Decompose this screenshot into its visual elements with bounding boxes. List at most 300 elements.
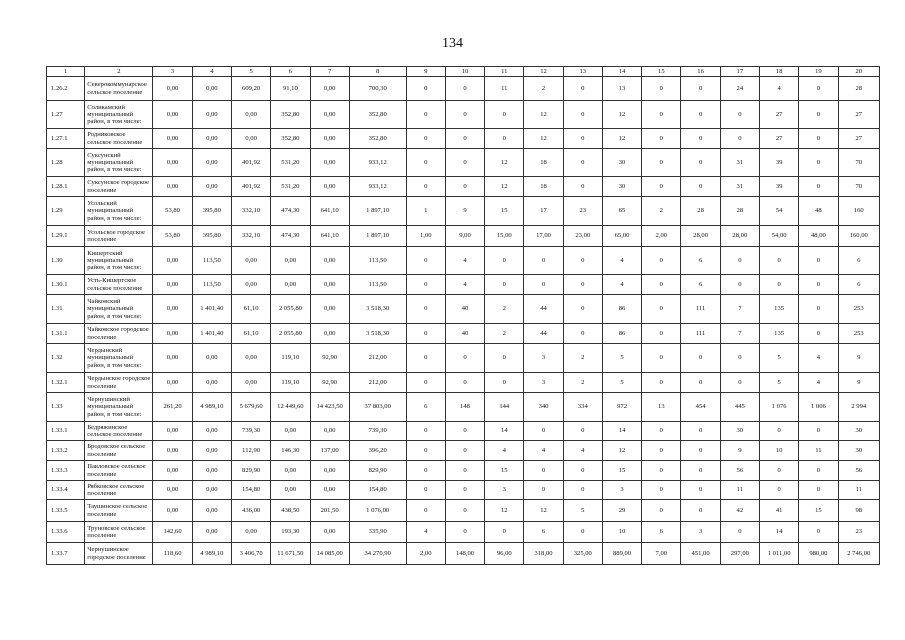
value-cell: 972 [602,393,641,422]
table-row [47,177,880,197]
value-cell: 9,00 [445,226,484,247]
value-cell: 1,00 [406,226,445,247]
value-cell: 395,80 [192,197,231,226]
row-code-cell: 1.27 [47,101,85,129]
value-cell: 13 [602,77,641,101]
table-row [47,422,880,441]
value-cell: 1 401,40 [192,295,231,324]
value-cell: 0 [681,129,720,149]
value-cell: 396,20 [349,441,406,461]
value-cell: 27 [838,129,879,149]
value-cell: 0,00 [153,101,192,129]
value-cell: 27 [838,101,879,129]
municipality-name-cell: Усть-Кишертское сельское поселение [85,275,153,295]
value-cell: 0,00 [153,324,192,344]
value-cell: 91,10 [271,77,310,101]
value-cell: 0 [720,522,759,543]
value-cell: 0 [445,461,484,481]
value-cell: 0 [799,324,838,344]
row-code-cell: 1.33.6 [47,522,85,543]
table-row [47,129,880,149]
value-cell: 352,80 [271,101,310,129]
value-cell: 113,50 [349,247,406,275]
value-cell: 933,12 [349,177,406,197]
data-table [46,66,880,565]
value-cell: 12 [485,177,524,197]
value-cell: 0 [759,275,798,295]
value-cell: 92,90 [310,344,349,373]
value-cell: 2 994 [838,393,879,422]
value-cell: 7 [720,324,759,344]
value-cell: 0,00 [310,324,349,344]
value-cell: 0 [445,101,484,129]
value-cell: 6 [524,522,563,543]
value-cell: 148 [445,393,484,422]
column-number-header: 5 [231,67,270,77]
value-cell: 14 [759,522,798,543]
value-cell: 0 [563,149,602,177]
value-cell: 5 [602,344,641,373]
table-row [47,77,880,101]
value-cell: 40 [445,324,484,344]
value-cell: 30 [838,422,879,441]
value-cell: 12 [602,129,641,149]
value-cell: 0,00 [192,500,231,522]
value-cell: 0,00 [153,461,192,481]
column-number-header: 7 [310,67,349,77]
value-cell: 0 [799,295,838,324]
value-cell: 0 [720,129,759,149]
value-cell: 0 [445,129,484,149]
value-cell: 2 [642,197,681,226]
column-number-header: 20 [838,67,879,77]
value-cell: 2,00 [642,226,681,247]
table-row [47,500,880,522]
value-cell: 48,00 [799,226,838,247]
table-row [47,344,880,373]
value-cell: 0 [406,481,445,500]
value-cell: 14 085,00 [310,543,349,565]
value-cell: 0 [406,77,445,101]
value-cell: 352,80 [349,101,406,129]
value-cell: 30 [720,422,759,441]
value-cell: 0 [642,481,681,500]
value-cell: 0,00 [310,481,349,500]
column-number-header: 3 [153,67,192,77]
row-code-cell: 1.28 [47,149,85,177]
table-row [47,373,880,393]
column-number-header: 2 [85,67,153,77]
value-cell: 6 [406,393,445,422]
value-cell: 7,00 [642,543,681,565]
value-cell: 474,30 [271,226,310,247]
value-cell: 0,00 [231,344,270,373]
value-cell: 0 [485,344,524,373]
table-row [47,481,880,500]
value-cell: 0,00 [153,441,192,461]
value-cell: 0,00 [192,77,231,101]
value-cell: 0 [799,461,838,481]
row-code-cell: 1.33.4 [47,481,85,500]
value-cell: 0 [445,149,484,177]
value-cell: 70 [838,177,879,197]
value-cell: 0,00 [192,481,231,500]
value-cell: 0 [759,422,798,441]
value-cell: 0 [485,373,524,393]
value-cell: 0 [406,101,445,129]
value-cell: 0 [642,77,681,101]
row-code-cell: 1.28.1 [47,177,85,197]
value-cell: 4 [445,247,484,275]
value-cell: 14 423,50 [310,393,349,422]
value-cell: 0 [485,247,524,275]
value-cell: 212,00 [349,373,406,393]
value-cell: 4 [759,77,798,101]
column-number-header: 15 [642,67,681,77]
value-cell: 23 [563,197,602,226]
value-cell: 0,00 [271,275,310,295]
value-cell: 0,00 [310,461,349,481]
value-cell: 29 [602,500,641,522]
value-cell: 451,00 [681,543,720,565]
value-cell: 0 [642,441,681,461]
value-cell: 28,00 [681,226,720,247]
value-cell: 10 [602,522,641,543]
value-cell: 0,00 [310,129,349,149]
value-cell: 445 [720,393,759,422]
value-cell: 0 [720,101,759,129]
municipality-name-cell: Чернушинский муниципальный район, в том числе: [85,393,153,422]
column-number-row [47,67,880,77]
value-cell: 5 [563,500,602,522]
value-cell: 24 [720,77,759,101]
value-cell: 2 [563,344,602,373]
municipality-name-cell: Рябковское сельское поселение [85,481,153,500]
value-cell: 11 [485,77,524,101]
value-cell: 0,00 [310,295,349,324]
value-cell: 352,80 [349,129,406,149]
value-cell: 154,80 [231,481,270,500]
value-cell: 48 [799,197,838,226]
value-cell: 253 [838,295,879,324]
value-cell: 4 [406,522,445,543]
value-cell: 0 [406,295,445,324]
value-cell: 641,10 [310,226,349,247]
value-cell: 39 [759,177,798,197]
value-cell: 18 [524,177,563,197]
municipality-name-cell: Бедряжинское сельское поселение [85,422,153,441]
value-cell: 135 [759,295,798,324]
value-cell: 30 [838,441,879,461]
value-cell: 3 [524,373,563,393]
value-cell: 0 [759,461,798,481]
value-cell: 0 [681,500,720,522]
value-cell: 0 [642,324,681,344]
municipality-name-cell: Чердынский муниципальный район, в том числе: [85,344,153,373]
value-cell: 0,00 [310,77,349,101]
value-cell: 0 [524,275,563,295]
value-cell: 23,00 [563,226,602,247]
value-cell: 0,00 [231,275,270,295]
value-cell: 70 [838,149,879,177]
value-cell: 0 [563,422,602,441]
value-cell: 13 [642,393,681,422]
value-cell: 3 [602,481,641,500]
value-cell: 0,00 [271,247,310,275]
value-cell: 111 [681,324,720,344]
row-code-cell: 1.30 [47,247,85,275]
value-cell: 933,12 [349,149,406,177]
value-cell: 113,50 [349,275,406,295]
value-cell: 119,10 [271,344,310,373]
municipality-name-cell: Усольский муниципальный район, в том числе: [85,197,153,226]
value-cell: 829,90 [231,461,270,481]
value-cell: 9 [720,441,759,461]
municipality-name-cell: Суксунское городское поселение [85,177,153,197]
value-cell: 0 [406,149,445,177]
value-cell: 395,80 [192,226,231,247]
value-cell: 12 [602,101,641,129]
column-number-header: 9 [406,67,445,77]
value-cell: 11 [799,441,838,461]
value-cell: 0 [406,441,445,461]
value-cell: 0,00 [153,295,192,324]
value-cell: 0,00 [310,522,349,543]
row-code-cell: 1.33.7 [47,543,85,565]
value-cell: 0 [642,344,681,373]
value-cell: 12 [524,500,563,522]
value-cell: 0 [445,177,484,197]
value-cell: 0 [445,373,484,393]
value-cell: 0,00 [153,275,192,295]
value-cell: 0 [799,77,838,101]
value-cell: 401,92 [231,177,270,197]
value-cell: 0,00 [192,441,231,461]
value-cell: 0,00 [271,422,310,441]
value-cell: 0 [642,149,681,177]
value-cell: 4 [799,373,838,393]
value-cell: 0 [406,422,445,441]
value-cell: 0 [681,177,720,197]
table-row [47,101,880,129]
value-cell: 5 [759,373,798,393]
value-cell: 4 [602,247,641,275]
value-cell: 17,00 [524,226,563,247]
value-cell: 4 [485,441,524,461]
row-code-cell: 1.31.1 [47,324,85,344]
value-cell: 1 401,40 [192,324,231,344]
value-cell: 0,00 [310,422,349,441]
value-cell: 1 076,00 [349,500,406,522]
value-cell: 0 [720,275,759,295]
value-cell: 4 [524,441,563,461]
column-number-header: 8 [349,67,406,77]
value-cell: 0 [681,481,720,500]
column-number-header: 4 [192,67,231,77]
value-cell: 1 897,10 [349,226,406,247]
value-cell: 297,00 [720,543,759,565]
municipality-name-cell: Соликамский муниципальный район, в том числе: [85,101,153,129]
table-row [47,275,880,295]
value-cell: 0 [406,344,445,373]
value-cell: 92,90 [310,373,349,393]
value-cell: 2 055,80 [271,295,310,324]
value-cell: 137,00 [310,441,349,461]
value-cell: 0,00 [153,77,192,101]
value-cell: 0 [799,247,838,275]
column-number-header: 13 [563,67,602,77]
row-code-cell: 1.30.1 [47,275,85,295]
row-code-cell: 1.33.1 [47,422,85,441]
value-cell: 98 [838,500,879,522]
value-cell: 0 [799,275,838,295]
municipality-name-cell: Павловское сельское поселение [85,461,153,481]
value-cell: 10 [759,441,798,461]
value-cell: 980,00 [799,543,838,565]
value-cell: 829,90 [349,461,406,481]
value-cell: 15 [799,500,838,522]
value-cell: 0 [485,129,524,149]
value-cell: 0 [406,461,445,481]
value-cell: 0 [642,275,681,295]
value-cell: 0 [563,275,602,295]
value-cell: 332,10 [231,226,270,247]
value-cell: 0 [563,247,602,275]
value-cell: 0 [485,522,524,543]
value-cell: 15 [485,461,524,481]
value-cell: 0 [642,177,681,197]
value-cell: 352,80 [271,129,310,149]
value-cell: 401,92 [231,149,270,177]
row-code-cell: 1.33 [47,393,85,422]
value-cell: 54 [759,197,798,226]
value-cell: 335,90 [349,522,406,543]
value-cell: 0 [524,422,563,441]
value-cell: 44 [524,295,563,324]
value-cell: 0 [642,461,681,481]
value-cell: 0 [642,247,681,275]
value-cell: 3 518,30 [349,324,406,344]
value-cell: 27 [759,101,798,129]
row-code-cell: 1.31 [47,295,85,324]
value-cell: 0,00 [192,522,231,543]
value-cell: 0,00 [310,149,349,177]
value-cell: 14 [602,422,641,441]
value-cell: 12 [485,149,524,177]
value-cell: 0,00 [153,247,192,275]
value-cell: 0 [406,373,445,393]
value-cell: 0 [406,177,445,197]
municipality-name-cell: Бродовское сельское поселение [85,441,153,461]
value-cell: 454 [681,393,720,422]
value-cell: 0 [445,481,484,500]
column-number-header: 16 [681,67,720,77]
value-cell: 0,00 [153,500,192,522]
value-cell: 0 [563,129,602,149]
value-cell: 4 989,10 [192,543,231,565]
row-code-cell: 1.33.2 [47,441,85,461]
value-cell: 56 [838,461,879,481]
value-cell: 0 [642,373,681,393]
value-cell: 0 [445,344,484,373]
value-cell: 0 [406,129,445,149]
value-cell: 9 [838,373,879,393]
municipality-name-cell: Северокоммунарское сельское поселение [85,77,153,101]
value-cell: 318,00 [524,543,563,565]
value-cell: 44 [524,324,563,344]
value-cell: 438,50 [271,500,310,522]
value-cell: 28,00 [720,226,759,247]
column-number-header: 11 [485,67,524,77]
value-cell: 436,00 [231,500,270,522]
municipality-name-cell: Родниковское сельское поселение [85,129,153,149]
value-cell: 2 [485,295,524,324]
value-cell: 0,00 [310,177,349,197]
value-cell: 0,00 [153,129,192,149]
value-cell: 0 [445,422,484,441]
value-cell: 12 449,60 [271,393,310,422]
value-cell: 37 803,00 [349,393,406,422]
row-code-cell: 1.27.1 [47,129,85,149]
value-cell: 0 [642,422,681,441]
value-cell: 28 [838,77,879,101]
value-cell: 30 [602,177,641,197]
value-cell: 0 [681,441,720,461]
table-row [47,247,880,275]
value-cell: 0,00 [192,101,231,129]
table-row [47,441,880,461]
value-cell: 0 [563,295,602,324]
value-cell: 0 [681,461,720,481]
value-cell: 61,10 [231,295,270,324]
value-cell: 15,00 [485,226,524,247]
value-cell: 113,50 [192,247,231,275]
value-cell: 0,00 [310,247,349,275]
value-cell: 4 [563,441,602,461]
value-cell: 0 [563,77,602,101]
column-number-header: 18 [759,67,798,77]
value-cell: 0,00 [153,177,192,197]
value-cell: 0 [681,344,720,373]
value-cell: 0 [799,522,838,543]
value-cell: 12 [602,441,641,461]
table-row [47,522,880,543]
value-cell: 3 518,30 [349,295,406,324]
value-cell: 0,00 [192,129,231,149]
value-cell: 112,90 [231,441,270,461]
value-cell: 154,80 [349,481,406,500]
value-cell: 2 [524,77,563,101]
value-cell: 0,00 [153,373,192,393]
row-code-cell: 1.32 [47,344,85,373]
value-cell: 113,50 [192,275,231,295]
value-cell: 0 [759,247,798,275]
value-cell: 31 [720,149,759,177]
row-code-cell: 1.26.2 [47,77,85,101]
value-cell: 0,00 [310,275,349,295]
value-cell: 9 [838,344,879,373]
value-cell: 0 [681,77,720,101]
value-cell: 0,00 [192,177,231,197]
municipality-name-cell: Труновское сельское поселение [85,522,153,543]
value-cell: 1 076 [759,393,798,422]
municipality-name-cell: Чайковское городское поселение [85,324,153,344]
value-cell: 160 [838,197,879,226]
value-cell: 0 [445,522,484,543]
value-cell: 148,00 [445,543,484,565]
municipality-name-cell: Суксунский муниципальный район, в том числе: [85,149,153,177]
value-cell: 0 [524,481,563,500]
